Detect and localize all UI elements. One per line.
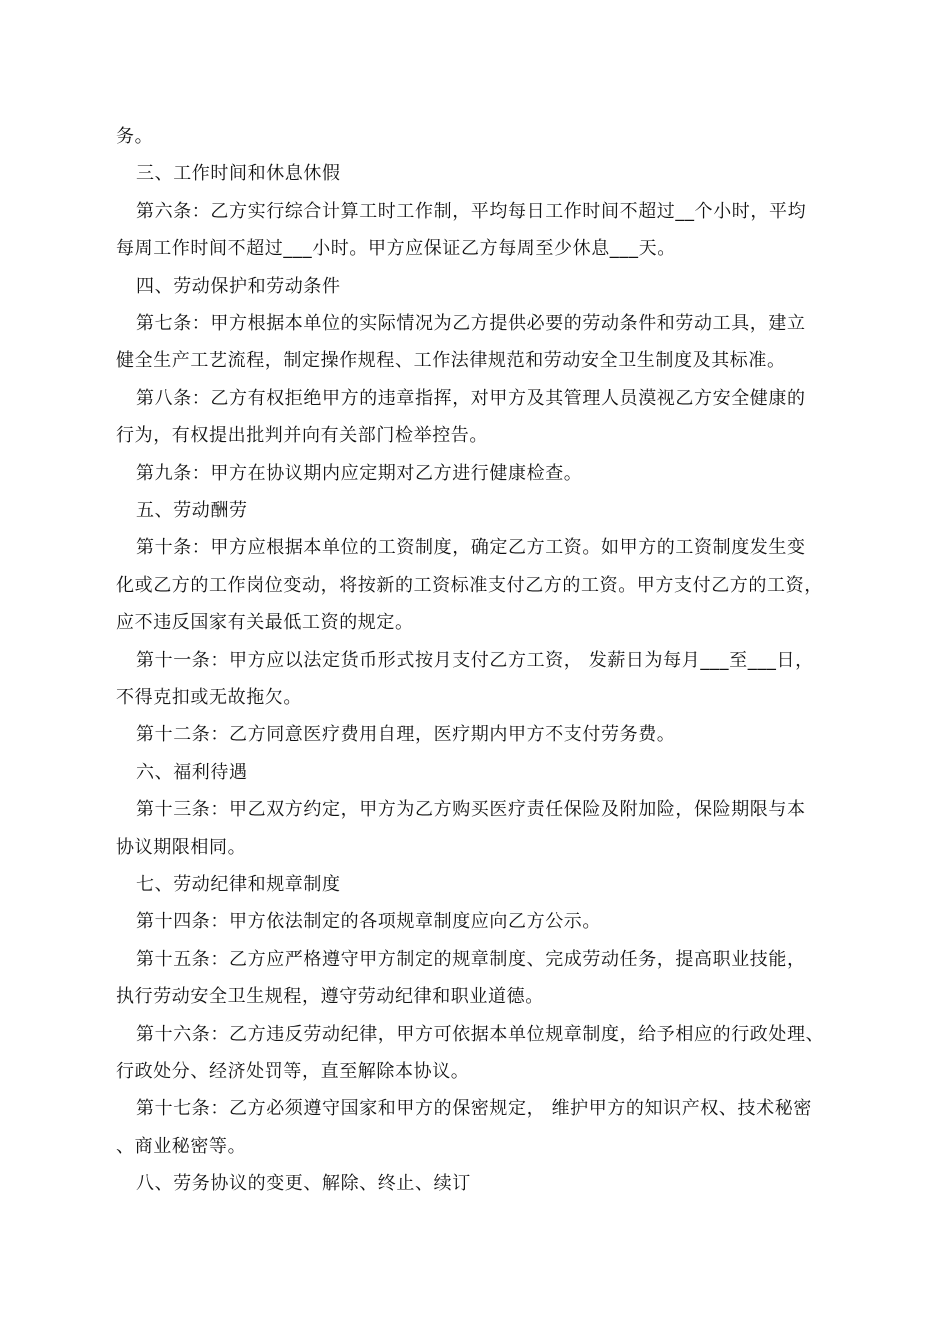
text-line: 化或乙方的工作岗位变动，将按新的工资标准支付乙方的工资。甲方支付乙方的工资， xyxy=(116,575,823,596)
section-heading: 八、劳务协议的变更、解除、终止、续订 xyxy=(136,1173,471,1194)
text-line: 务。 xyxy=(116,126,154,147)
text-line: 健全生产工艺流程，制定操作规程、工作法律规范和劳动安全卫生制度及其标准。 xyxy=(116,350,786,371)
article-line: 第七条：甲方根据本单位的实际情况为乙方提供必要的劳动条件和劳动工具，建立 xyxy=(136,313,806,334)
text-line: 、商业秘密等。 xyxy=(116,1136,247,1157)
text-line: 应不违反国家有关最低工资的规定。 xyxy=(116,612,414,633)
section-heading: 三、工作时间和休息休假 xyxy=(136,163,341,184)
section-heading: 六、福利待遇 xyxy=(136,762,248,783)
article-line: 第十七条：乙方必须遵守国家和甲方的保密规定， 维护甲方的知识产权、技术秘密 xyxy=(136,1098,812,1119)
article-line: 第十条：甲方应根据本单位的工资制度，确定乙方工资。如甲方的工资制度发生变 xyxy=(136,537,806,558)
article-line: 第十二条：乙方同意医疗费用自理，医疗期内甲方不支付劳务费。 xyxy=(136,724,676,745)
text-line: 行政处分、经济处罚等，直至解除本协议。 xyxy=(116,1061,470,1082)
section-heading: 七、劳动纪律和规章制度 xyxy=(136,874,341,895)
section-heading: 五、劳动酬劳 xyxy=(136,500,248,521)
article-line: 第十六条：乙方违反劳动纪律，甲方可依据本单位规章制度，给予相应的行政处理、 xyxy=(136,1024,825,1045)
text-line: 每周工作时间不超过___小时。甲方应保证乙方每周至少休息___天。 xyxy=(116,238,676,259)
text-line: 不得克扣或无故拖欠。 xyxy=(116,687,302,708)
article-line: 第九条：甲方在协议期内应定期对乙方进行健康检查。 xyxy=(136,463,583,484)
article-line: 第八条：乙方有权拒绝甲方的违章指挥，对甲方及其管理人员漠视乙方安全健康的 xyxy=(136,388,806,409)
article-line: 第十五条：乙方应严格遵守甲方制定的规章制度、完成劳动任务，提高职业技能， xyxy=(136,949,806,970)
article-line: 第十四条：甲方依法制定的各项规章制度应向乙方公示。 xyxy=(136,911,601,932)
section-heading: 四、劳动保护和劳动条件 xyxy=(136,276,341,297)
text-line: 执行劳动安全卫生规程，遵守劳动纪律和职业道德。 xyxy=(116,986,544,1007)
text-line: 行为，有权提出批判并向有关部门检举控告。 xyxy=(116,425,488,446)
text-line: 协议期限相同。 xyxy=(116,837,247,858)
article-line: 第六条：乙方实行综合计算工时工作制，平均每日工作时间不超过__个小时，平均 xyxy=(136,201,807,222)
article-line: 第十三条：甲乙双方约定，甲方为乙方购买医疗责任保险及附加险，保险期限与本 xyxy=(136,799,806,820)
article-line: 第十一条：甲方应以法定货币形式按月支付乙方工资， 发薪日为每月___至___日， xyxy=(136,650,814,671)
